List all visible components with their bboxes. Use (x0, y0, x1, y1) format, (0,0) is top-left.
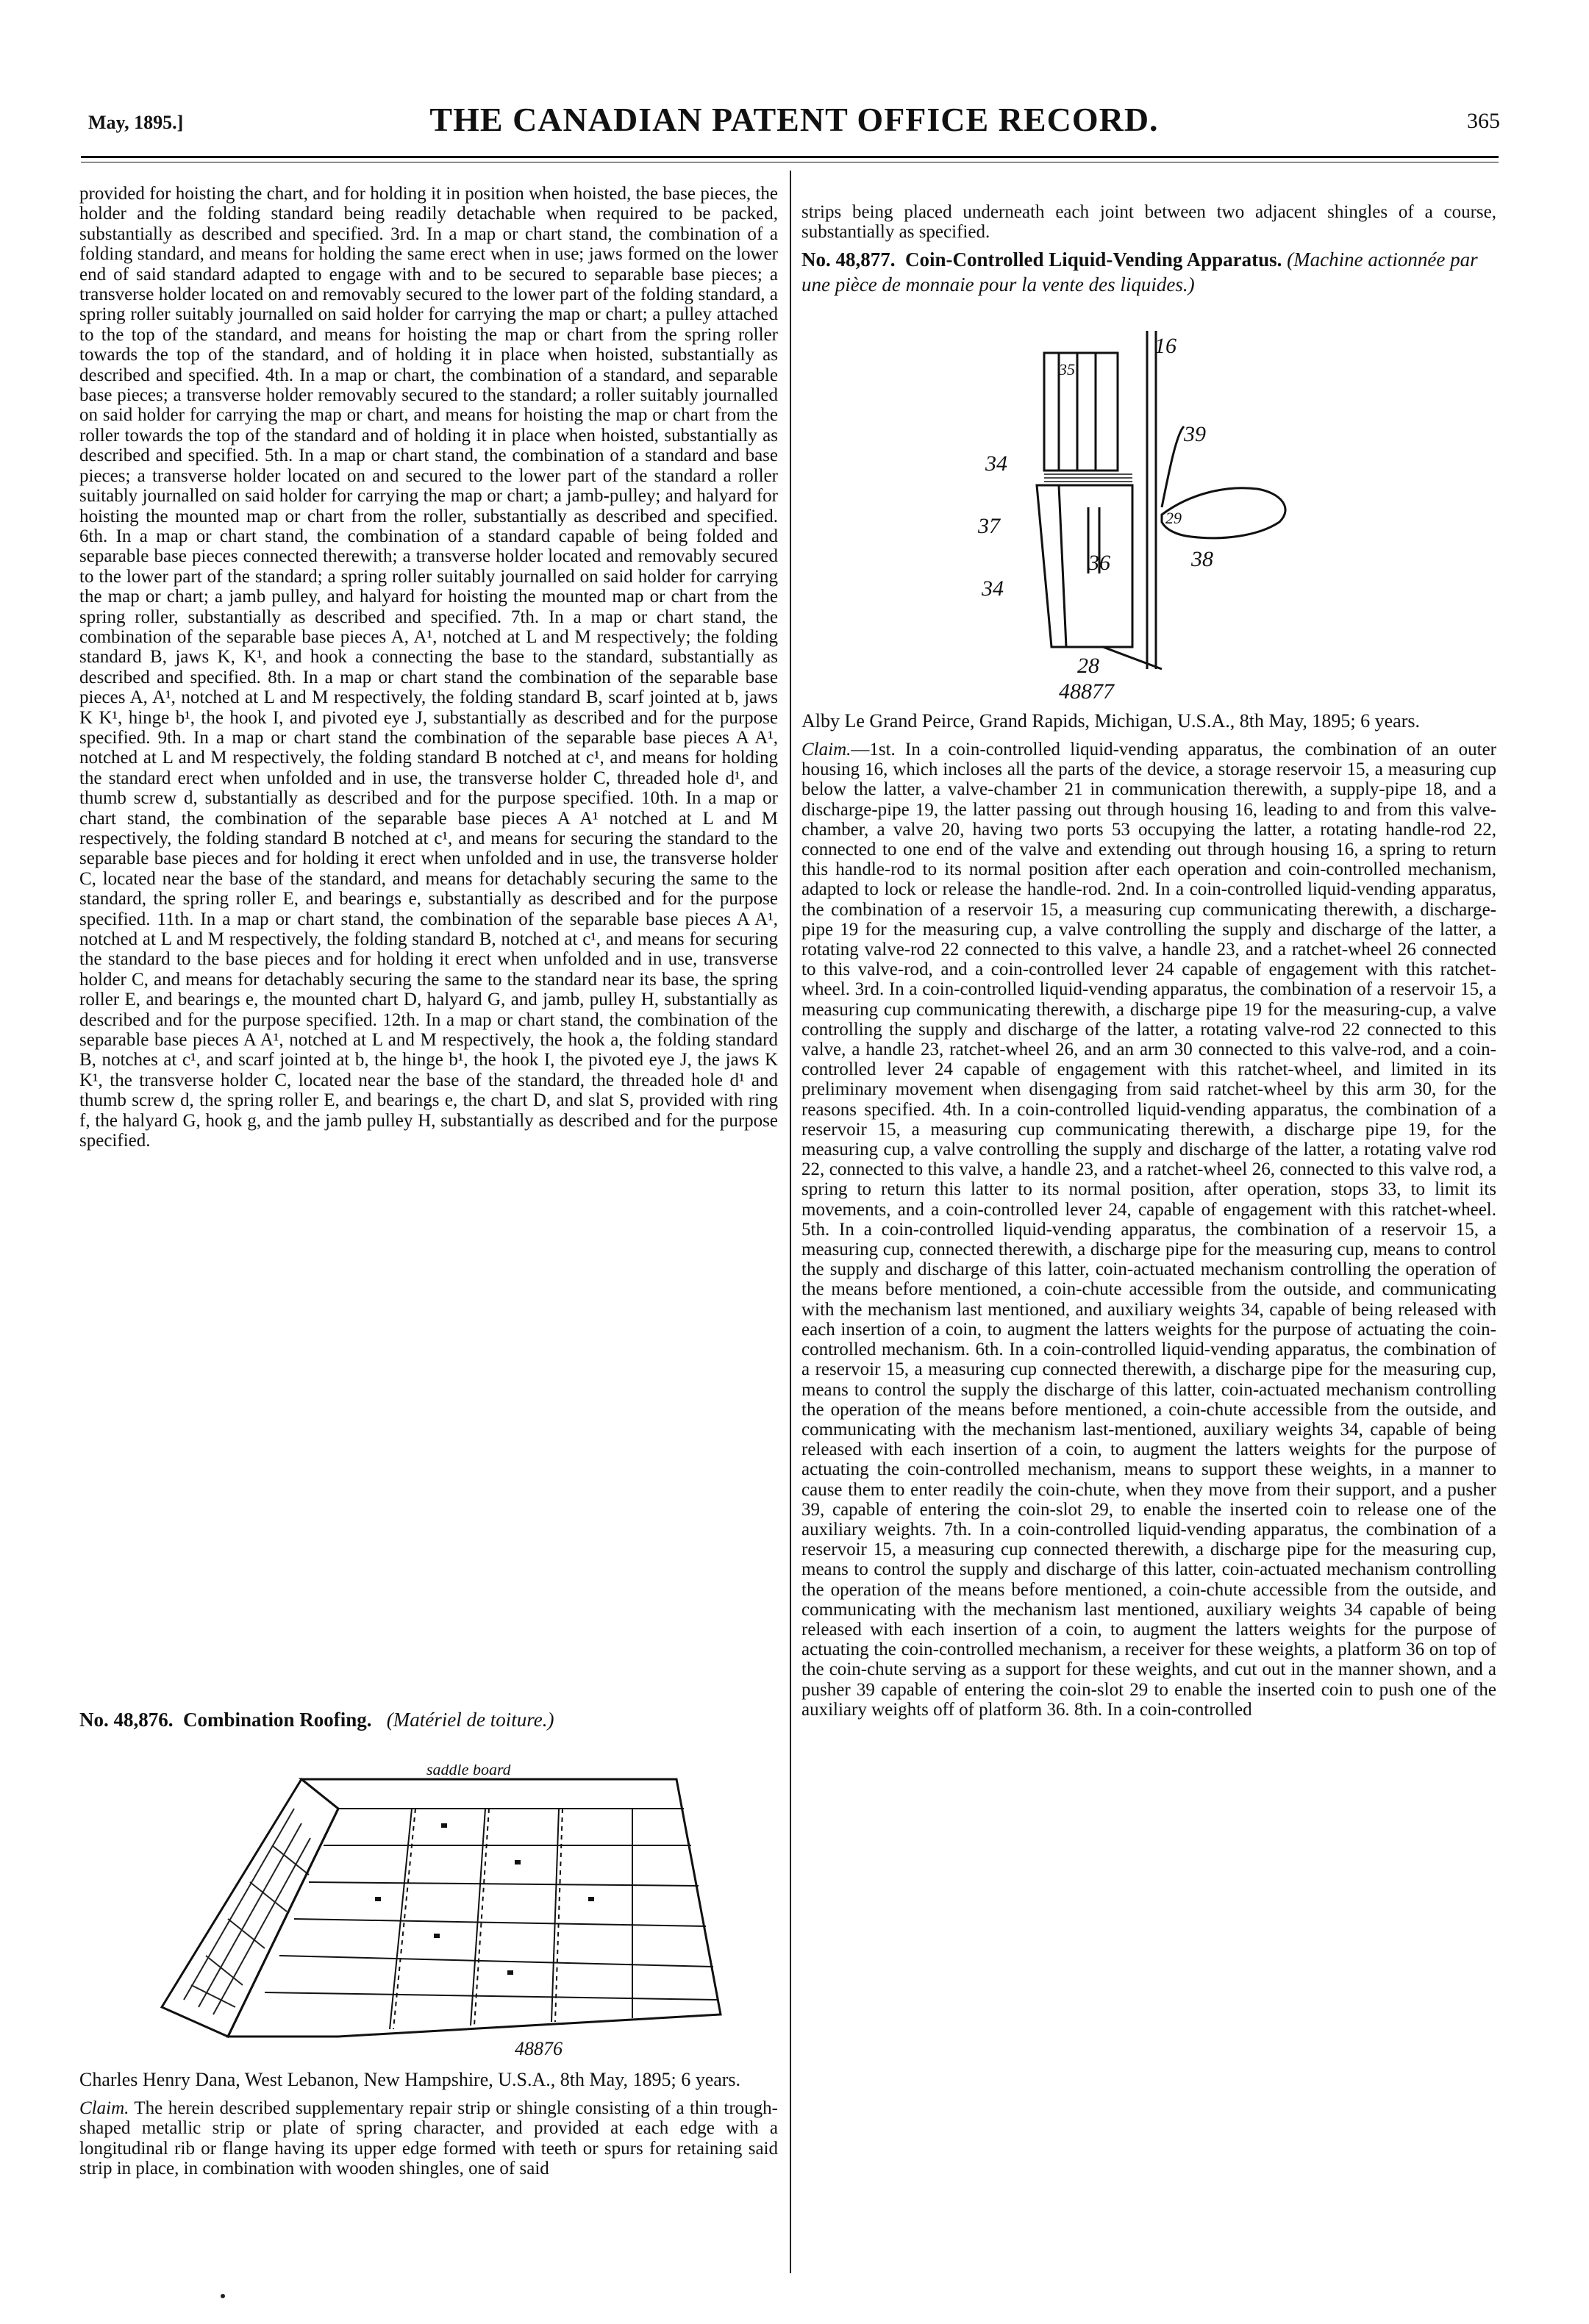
entry-48877-body (801, 706, 1496, 1720)
fig-label-36: 36 (1088, 551, 1110, 575)
claim-text-48876: The herein described supplementary repair strip or shingle consisting of a thin trough-shaped metallic strip or plate of spring character, and provided at each edge with a longitudinal rib or flange having its upper edge formed with teeth or spurs for retaining said strip in place, in combination with wooden shingles, one of said (79, 2098, 778, 2179)
saddle-board-label: saddle board (426, 1765, 511, 1778)
continued-claims-text: provided for hoisting the chart, and for holding it in position when hoisted, the base pieces, the holder and the folding standard being readily detachable when required to be packed, substantially as described and specified. 3rd. In a map or chart stand, the combination of a folding standard, and means for holding the same erect when in use; jaws formed on the lower end of said standard adapted to engage with and to be secured to separable base pieces; a transverse holder located on and removably secured to the lower part of the folding standard, a spring roller suitably journalled on said holder for carrying the map or chart; a pulley attached to the top of the standard, and means for hoisting the map or chart from the spring roller towards the top of the standard, and of holding it in place when hoisted, substantially as described and specified. 4th. In a map or chart, the combination of a standard, and separable base pieces; a transverse holder removably secured to the standard; a roller suitably journalled on said holder for carrying the map or chart, and means for hoisting the map or chart from the roller towards the top of the standard and of holding it in place when hoisted, substantially as described and specified. 5th. In a map or chart stand, the combination of a standard and base pieces; a transverse holder located on and secured to the lower part of the standard a roller suitably journalled on said holder for carrying the map or chart; a jamb-pulley; and halyard for hoisting the mounted map or chart from the roller, substantially as described and specified. 6th. In a map or chart stand, the combination of a standard capable of being folded and separable base pieces connected therewith; a transverse holder located and removably secured to the lower part of the standard; a spring roller suitably journalled on said holder for carrying the map or chart; a jamb pulley, and halyard for hoisting the mounted map or chart from the spring roller, substantially as described and specified. 7th. In a map or chart stand, the combination of the separable base pieces A, A¹, notched at L and M respectively; the folding standard B, jaws K, K¹, and hook a connecting the base to the standard, substantially as described and specified. 8th. In a map or chart stand the combination of the separable base pieces A, A¹, notched at L and M respectively, the folding standard B, scarf jointed at b, jaws K K¹, hinge b¹, the hook I, and pivoted eye J, substantially as described and for the purpose specified. 9th. In a map or chart stand the combination of the separable base pieces A A¹, notched at L and M respectively, the folding standard B notched at c¹, and means for holding the standard erect when unfolded and in use, the transverse holder C, threaded hole d¹, and thumb screw d, substantially as described and for the purpose specified. 10th. In a map or chart stand, the combination of the separable base pieces A A¹ notched at L and M respectively, the folding standard B notched at c¹, and means for securing the standard to the separable base pieces and for holding it erect when unfolded and in use, the transverse holder C, located near the base of the standard, and means for detachably securing the same to the standard, the spring roller E, and bearings e, substantially as described and for the purpose specified. 11th. In a map or chart stand, the combination of the separable base pieces A A¹, notched at L and M respectively, the folding standard B, notched at c¹, and means for securing the standard to the base pieces and for holding it erect when unfolded and in use, transverse holder C, and means for detachably securing the same to the standard near its base, the spring roller E, and bearings e, the mounted chart D, halyard G, and jamb, pulley H, substantially as described and for the purpose specified. 12th. In a map or chart stand, the combination of the separable base pieces A A¹, notched at L and M respectively, the hook a, the folding standard B, notches at c¹, and scarf jointed at b, the hinge b¹, the hook I, the pivoted eye J, the jaws K K¹, the transverse holder C, located near the base of the standard, the threaded hole d¹ and thumb screw d, the spring roller E, and bearings e, the chart D, and slat S, provided with ring f, the halyard G, hook g, and the jamb pulley H, substantially as described and for the purpose specified. (79, 184, 778, 1151)
column-divider (790, 171, 791, 2273)
fig-label-29: 29 (1165, 509, 1182, 527)
page-number: 365 (1467, 109, 1500, 133)
header-rule (81, 156, 1499, 158)
fig-label-16: 16 (1154, 334, 1176, 358)
claim-label-48877: Claim. (801, 740, 851, 759)
fig-label-35: 35 (1059, 360, 1075, 379)
inventor-48876: Charles Henry Dana, West Lebanon, New Hampshire, U.S.A., 8th May, 1895; 6 years. (79, 2069, 741, 2090)
entry-number: No. 48,876. (79, 1709, 174, 1731)
entry-title: Combination Roofing. (183, 1709, 372, 1731)
fig-label-34-bottom: 34 (982, 576, 1004, 601)
fig-label-37: 37 (978, 514, 1000, 538)
continued-text: strips being placed underneath each joint between two adjacent shingles of a course, substantially as specified. (801, 202, 1496, 243)
entry-48877-heading (801, 247, 1496, 297)
entry-number: No. 48,877. (801, 249, 896, 271)
roofing-fig-number: 48876 (515, 2038, 563, 2059)
vending-fig-number: 48877 (1059, 679, 1114, 704)
roofing-figure (118, 1765, 750, 2059)
print-speck (221, 2294, 225, 2298)
left-column-claims (79, 184, 778, 1151)
vending-apparatus-figure (912, 323, 1368, 706)
fig-label-34-top: 34 (985, 451, 1007, 476)
header-title: THE CANADIAN PATENT OFFICE RECORD. (429, 101, 1159, 138)
entry-48876-body (79, 2064, 778, 2179)
entry-48876-heading (79, 1707, 778, 1732)
header-date: May, 1895.] (88, 112, 184, 133)
inventor-48877: Alby Le Grand Peirce, Grand Rapids, Michigan, U.S.A., 8th May, 1895; 6 years. (801, 710, 1420, 732)
roofing-drawing (118, 1765, 750, 2059)
vending-drawing (912, 323, 1368, 706)
entry-title: Coin-Controlled Liquid-Vending Apparatus. (905, 249, 1282, 271)
claim-label-48876: Claim. (79, 2098, 129, 2118)
entry-french-title: (Machine actionnée par une pièce de monnaie pour la vente des liquides.) (801, 249, 1478, 296)
fig-label-38: 38 (1191, 547, 1213, 571)
page-header (88, 99, 1500, 143)
entry-french-title: (Matériel de toiture.) (386, 1709, 554, 1731)
claim-text-48877: —1st. In a coin-controlled liquid-vending apparatus, the combination of an outer housing 16, which incloses all the parts of the device, a storage reservoir 15, a measuring cup below the latter, a valve-chamber 21 in communication therewith, a supply-pipe 18, and a discharge-pipe 19, the latter passing out through housing 16, leading to and from this valve-chamber, a valve 20, having two ports 53 occupying the latter, a rotating handle-rod 22, connected to one end of the valve and extending out through housing 16, a spring to return this handle-rod to its normal position after each operation and coin-controlled mechanism, adapted to lock or release the handle-rod. 2nd. In a coin-controlled liquid-vending apparatus, the combination of a reservoir 15, a measuring cup communicating therewith, a discharge-pipe 19 for the measuring cup, a valve controlling the supply and discharge of the latter, a rotating valve-rod 22 connected to this valve, a handle 23, and a ratchet-wheel 26 connected to this valve-rod, and a coin-controlled lever 24 capable of engagement with this ratchet-wheel. 3rd. In a coin-controlled liquid-vending apparatus, the combination of a reservoir 15, a measuring cup communicating therewith, a discharge pipe 19 for the measuring-cup, a valve controlling the supply and discharge of the latter, a rotating valve-rod 22 connected to this valve, a handle 23, ratchet-wheel 26, and an arm 30 connected to this valve-rod, and a coin-controlled lever 24 capable of engagement with this ratchet-wheel, and limited in its preliminary movement when disengaging from said ratchet-wheel by this arm 30, for the reasons specified. 4th. In a coin-controlled liquid-vending apparatus, the combination of a reservoir 15, a measuring cup communicating therewith, a discharge pipe 19, for the measuring cup, a valve controlling the supply and discharge of the latter, a rotating valve rod 22, connected to this valve, a handle 23, and a ratchet-wheel 26, connected to this valve rod, a spring to return this latter to its normal position, after operation, stops 33, to limit its movements, and a coin-controlled lever 24, capable of engagement with this ratchet-wheel. 5th. In a coin-controlled liquid-vending apparatus, the combination of a reservoir 15, a measuring cup, connected therewith, a discharge pipe for the measuring cup, means to control the supply and discharge of this latter, coin-actuated mechanism controlling the operation of the means before mentioned, a coin-chute accessible from the outside, and communicating with the mechanism last mentioned, and auxiliary weights 34, capable of being released with each insertion of a coin, to augment the latters weights for the purpose of actuating the coin-controlled mechanism. 6th. In a coin-controlled liquid-vending apparatus, the combination of a reservoir 15, a measuring cup connected therewith, a discharge pipe for the measuring cup, means to control the supply the discharge of this latter, coin-actuated mechanism controlling the operation of the means before mentioned, a coin-chute accessible from the outside, and communicating with the mechanism last-mentioned, auxiliary weights 34, capable of being released with each insertion of a coin, to augment the latters weights for the purpose of actuating the coin-controlled mechanism, means to support these weights, in a manner to cause them to enter readily the coin-chute, when they move from their support, and a pusher 39, capable of entering the coin-slot 29, to enable the inserted coin to release one of the auxiliary weights. 7th. In a coin-controlled liquid-vending apparatus, the combination of a reservoir 15, a measuring cup connected therewith, a discharge pipe for the measuring cup, means to control the supply and discharge of this latter, coin-actuated mechanism controlling the operation of the means before mentioned, a coin-chute accessible from the outside, and communicating with the mechanism last mentioned, auxiliary weights 34 capable of being released with each insertion of a coin, to augment the latters weights for the purpose of actuating the coin-controlled mechanism, a receiver for these weights, a platform 36 on top of the coin-chute serving as a support for these weights, and cut out in the manner shown, and a pusher 39 capable of entering the coin-slot 29 to enable the inserted coin to push one of the auxiliary weights off of platform 36. 8th. In a coin-controlled (801, 740, 1496, 1720)
fig-label-39: 39 (1184, 422, 1206, 446)
fig-label-28: 28 (1077, 654, 1099, 678)
